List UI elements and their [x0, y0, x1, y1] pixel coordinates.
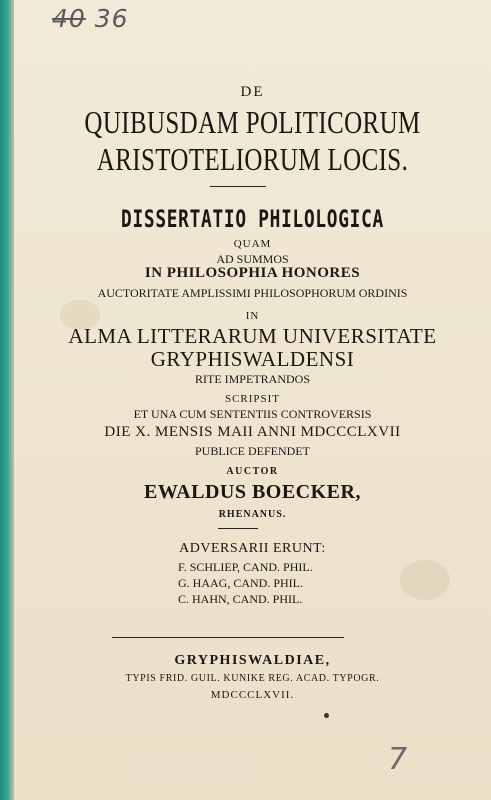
- text-gryphiswaldensi: GRYPHISWALDENSI: [150, 347, 355, 371]
- text-rite: RITE IMPETRANDOS: [194, 372, 310, 386]
- text-quam: QUAM: [233, 238, 272, 250]
- handwritten-mark: 7: [388, 742, 408, 777]
- green-spine-strip: [0, 0, 14, 800]
- title-line-2: ARISTOTELIORUM LOCIS.: [96, 141, 409, 177]
- imprint-printer: TYPIS FRID. GUIL. KUNIKE REG. ACAD. TYPOGR.: [125, 673, 380, 684]
- imprint-place: GRYPHISWALDIAE,: [174, 653, 331, 668]
- paper-stain: [400, 560, 450, 600]
- author-origin: RHENANUS.: [218, 509, 287, 520]
- text-publice: PUBLICE DEFENDET: [195, 444, 310, 458]
- text-ad-summos: AD SUMMOS: [216, 252, 289, 266]
- opponent-item: F. SCHLIEP, CAND. PHIL.: [178, 560, 313, 574]
- ink-dot: [324, 713, 329, 718]
- text-scripsit: SCRIPSIT: [224, 393, 281, 405]
- title-de: DE: [240, 84, 265, 100]
- text-die: DIE X. MENSIS MAII ANNI MDCCCLXVII: [104, 424, 401, 440]
- text-auctoritate: AUCTORITATE AMPLISSIMI PHILOSOPHORUM ORDINIS: [97, 286, 408, 300]
- text-auctor: AUCTOR: [226, 466, 279, 477]
- opponents-heading: ADVERSARII ERUNT:: [179, 541, 326, 556]
- handwritten-shelfmark: [52, 4, 129, 33]
- text-et-una: ET UNA CUM SENTENTIIS CONTROVERSIS: [133, 407, 372, 421]
- author-name: EWALDUS BOECKER,: [144, 481, 361, 503]
- dissertatio-heading: DISSERTATIO PHILOLOGICA: [121, 205, 384, 233]
- divider-rule: [218, 528, 258, 529]
- text-alma: ALMA LITTERARUM UNIVERSITATE: [68, 324, 437, 348]
- struck-number: 40: [52, 4, 86, 33]
- title-line-1: QUIBUSDAM POLITICORUM: [84, 104, 421, 140]
- shelf-number: 36: [94, 4, 129, 33]
- imprint-year: MDCCCLXVII.: [210, 689, 295, 701]
- text-in-philosophia: IN PHILOSOPHIA HONORES: [144, 265, 361, 281]
- opponent-item: G. HAAG, CAND. PHIL.: [178, 576, 303, 590]
- imprint-rule: [112, 637, 344, 638]
- text-in: IN: [245, 310, 260, 322]
- divider-rule: [210, 186, 266, 187]
- opponent-item: C. HAHN, CAND. PHIL.: [178, 592, 303, 606]
